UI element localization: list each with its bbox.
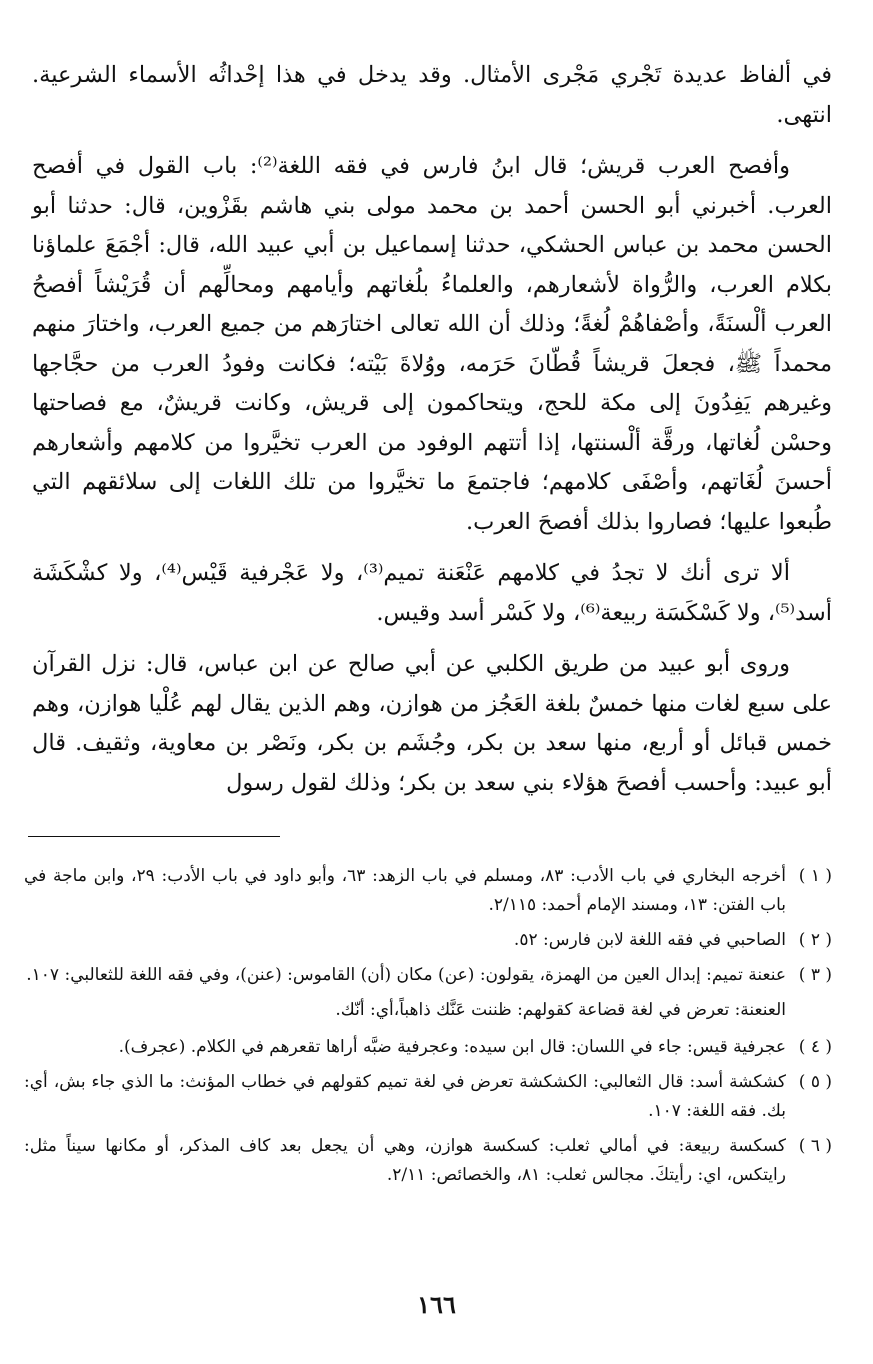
footnote-number: ( ٦ ) — [798, 1136, 832, 1156]
footnote-3-continuation: العنعنة: تعرض في لغة قضاعة كقولهم: ظننت عَنَّك ذاهباً،أي: أنّك. — [335, 1000, 786, 1020]
footnote-number: ( ٥ ) — [798, 1072, 832, 1092]
footnote-1 — [24, 862, 832, 920]
footnote-2 — [24, 926, 832, 955]
footnote-5 — [24, 1068, 832, 1126]
footnote-number: ( ٢ ) — [798, 930, 832, 950]
footnote-text: أخرجه البخاري في باب الأدب: ٨٣، ومسلم في باب الزهد: ٦٣، وأبو داود في باب الأدب: ٢٩، وابن ماجة في باب الفتن: ١٣، ومسند الإمام أحمد: ٢/١١٥. — [24, 866, 786, 915]
footnote-6 — [24, 1132, 832, 1190]
footnote-text: كسكسة ربيعة: في أمالي ثعلب: كسكسة هوازن، وهي أن يجعل بعد كاف المذكر، أو مكانها سيناً مثل: رايتكس، اي: رأيتكَ. مجالس ثعلب: ٨١، والخصائص: ٢/١١. — [24, 1136, 786, 1185]
paragraph-2: وأفصح العرب قريش؛ قال ابنُ فارس في فقه اللغة⁽²⁾: باب القول في أفصح العرب. أخبرني أبو الحسن أحمد بن محمد مولى بني هاشم بقَزْوين، قال: حدثنا أبو الحسن محمد بن عباس الحشكي، حدثنا إسماعيل بن أبي عبيد الله، قال: أجْمَعَ علماؤنا بكلام العرب، والرُّواة لأشعارهم، والعلماءُ بلُغاتهم وأيامهم ومحالِّهم أن قُرَيْشاً أفصحُ العرب ألْسنَةً، وأصْفاهُمْ لُغةً؛ وذلك أن الله تعالى اختارَهم من جميع العرب، واختارَ منهم محمداً ﷺ، فجعلَ قريشاً قُطّانَ حَرَمه، ووُلاةَ بَيْته؛ فكانت وفودُ العرب من حجَّاجها وغيرهم يَفِدُونَ إلى مكة للحج، ويتحاكمون إلى قريش، وكانت قريشٌ، مع فصاحتها وحسْن لُغاتها، ورقَّة ألْسنتها، إذا أتتهم الوفود من العرب تخيَّروا من كلامهم وأشعارهم أحسنَ لُغَاتهم، وأصْفَى كلامهم؛ فاجتمعَ ما تخيَّروا من تلك اللغات إلى سلائقهم التي طُبعوا عليها؛ فصاروا بذلك أفصحَ العرب. — [32, 153, 832, 535]
footnote-text: عنعنة تميم: إبدال العين من الهمزة، يقولون: (عن) مكان (أن) القاموس: (عنن)، وفي فقه اللغة للثعالبي: ١٠٧. — [26, 965, 786, 985]
paragraph-1: في ألفاظ عديدة تَجْري مَجْرى الأمثال. وقد يدخل في هذا إحْداثُه الأسماء الشرعية. انتهى. — [32, 62, 832, 128]
footnote-number: ( ٤ ) — [798, 1037, 832, 1057]
footnote-text: كشكشة أسد: قال الثعالبي: الكشكشة تعرض في لغة تميم كقولهم في خطاب المؤنث: ما الذي جاء بش، أي: بك. فقه اللغة: ١٠٧. — [24, 1072, 786, 1121]
page-number: ١٦٦ — [417, 1290, 456, 1319]
footnote-number: ( ١ ) — [798, 866, 832, 886]
footnote-4 — [24, 1033, 832, 1062]
footnotes — [24, 862, 832, 1196]
paragraph-4: وروى أبو عبيد من طريق الكلبي عن أبي صالح عن ابن عباس، قال: نزل القرآن على سبع لغات منها خمسٌ بلغة العَجُز من هوازن، وهم الذين يقال لهم عُلْيا هوازن، وهم خمس قبائل أو أربع، منها سعد بن بكر، وجُشَم بن بكر، ونَصْر بن معاوية، وثقيف. قال أبو عبيد: وأحسب أفصحَ هؤلاء بني سعد بن بكر؛ وذلك لقول رسول — [32, 651, 832, 796]
footnote-text: عجرفية قيس: جاء في اللسان: قال ابن سيده: وعجرفية ضبَّه أراها تقعرهم في الكلام. (عجرف). — [118, 1037, 786, 1057]
footnote-3 — [24, 961, 832, 990]
footnote-separator — [28, 836, 280, 837]
main-text — [32, 56, 832, 815]
footnote-number: ( ٣ ) — [798, 965, 832, 985]
footnote-text: الصاحبي في فقه اللغة لابن فارس: ٥٢. — [513, 930, 786, 950]
paragraph-3: ألا ترى أنك لا تجدُ في كلامهم عَنْعَنة تميم⁽³⁾، ولا عَجْرفية قَيْس⁽⁴⁾، ولا كشْكَشَة أسد⁽⁵⁾، ولا كَسْكَسَة ربيعة⁽⁶⁾، ولا كَسْر أسد وقيس. — [32, 560, 832, 626]
